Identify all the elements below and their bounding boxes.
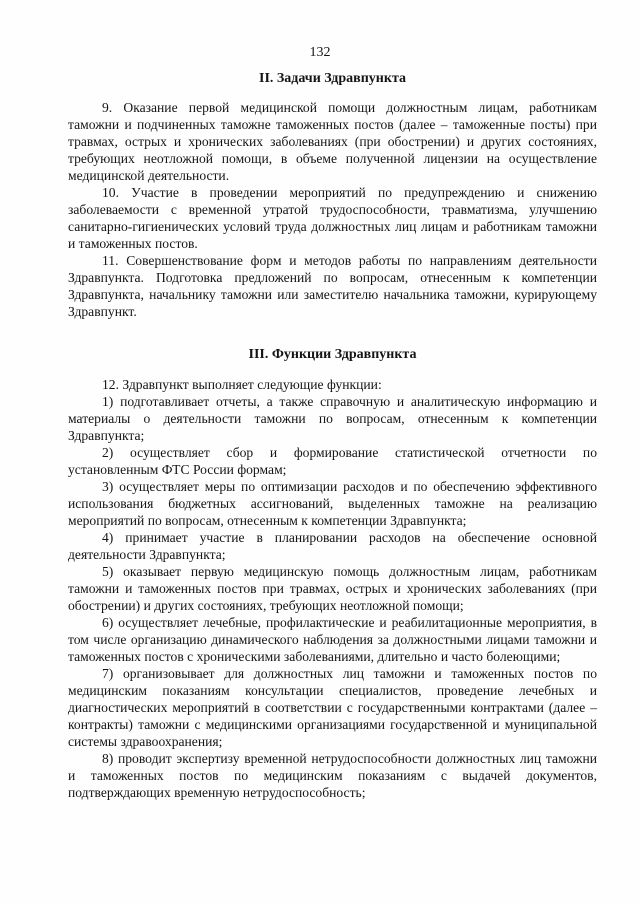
section-tasks bbox=[68, 70, 597, 320]
section-heading-tasks: II. Задачи Здравпункта bbox=[259, 71, 406, 86]
paragraph-9: 9. Оказание первой медицинской помощи должностным лицам, работникам таможни и подчиненных таможне таможенных постов (далее – таможенные посты) при травмах, острых и хронических заболеваниях (при обострении) и других состояниях, требующих неотложной помощи, в объеме полученной лицензии на осуществление медицинской деятельности. bbox=[68, 100, 597, 183]
paragraph-10: 10. Участие в проведении мероприятий по предупреждению и снижению заболеваемости с временной утратой трудоспособности, травматизма, улучшению санитарно-гигиенических условий труда должностных лиц лицам и работникам таможни и таможенных постов. bbox=[68, 185, 597, 251]
function-item-7: 7) организовывает для должностных лиц таможни и таможенных постов по медицинским показаниям консультации специалистов, проведение лечебных и диагностических мероприятий в соответствии с государственными контрактами (далее – контракты) таможни с медицинскими организациями государственной и муниципальной системы здравоохранения; bbox=[68, 666, 597, 749]
page-number: 132 bbox=[309, 45, 331, 60]
section-functions bbox=[68, 346, 597, 801]
section-heading-functions: III. Функции Здравпункта bbox=[248, 347, 417, 362]
document-body bbox=[68, 70, 597, 801]
function-item-8: 8) проводит экспертизу временной нетрудоспособности должностных лиц таможни и таможенных постов по медицинским показаниям с выдачей документов, подтверждающих временную нетрудоспособность; bbox=[68, 751, 597, 800]
function-item-3: 3) осуществляет меры по оптимизации расходов и по обеспечению эффективного использования бюджетных ассигнований, выделенных таможне на реализацию мероприятий по вопросам, отнесенным к компетенции Здравпункта; bbox=[68, 479, 597, 528]
function-item-5: 5) оказывает первую медицинскую помощь должностным лицам, работникам таможни и таможенных постов при травмах, острых и хронических заболеваниях (при обострении) и других состояниях, требующих неотложной помощи; bbox=[68, 564, 597, 613]
paragraph-12: 12. Здравпункт выполняет следующие функции: bbox=[102, 377, 382, 392]
function-item-6: 6) осуществляет лечебные, профилактические и реабилитационные мероприятия, в том числе организацию динамического наблюдения за должностными лицами таможни и таможенных постов с хроническими заболеваниями, длительно и часто болеющими; bbox=[68, 615, 597, 664]
function-item-4: 4) принимает участие в планировании расходов на обеспечение основной деятельности Здравпункта; bbox=[68, 530, 597, 562]
paragraph-11: 11. Совершенствование форм и методов работы по направлениям деятельности Здравпункта. Подготовка предложений по вопросам, отнесенным к компетенции Здравпункта, начальнику таможни или заместителю начальника таможни, курирующему Здравпункт. bbox=[68, 253, 597, 319]
function-item-1: 1) подготавливает отчеты, а также справочную и аналитическую информацию и материалы о деятельности таможни по вопросам, отнесенным к компетенции Здравпункта; bbox=[68, 394, 597, 443]
function-item-2: 2) осуществляет сбор и формирование статистической отчетности по установленным ФТС России формам; bbox=[68, 445, 597, 477]
